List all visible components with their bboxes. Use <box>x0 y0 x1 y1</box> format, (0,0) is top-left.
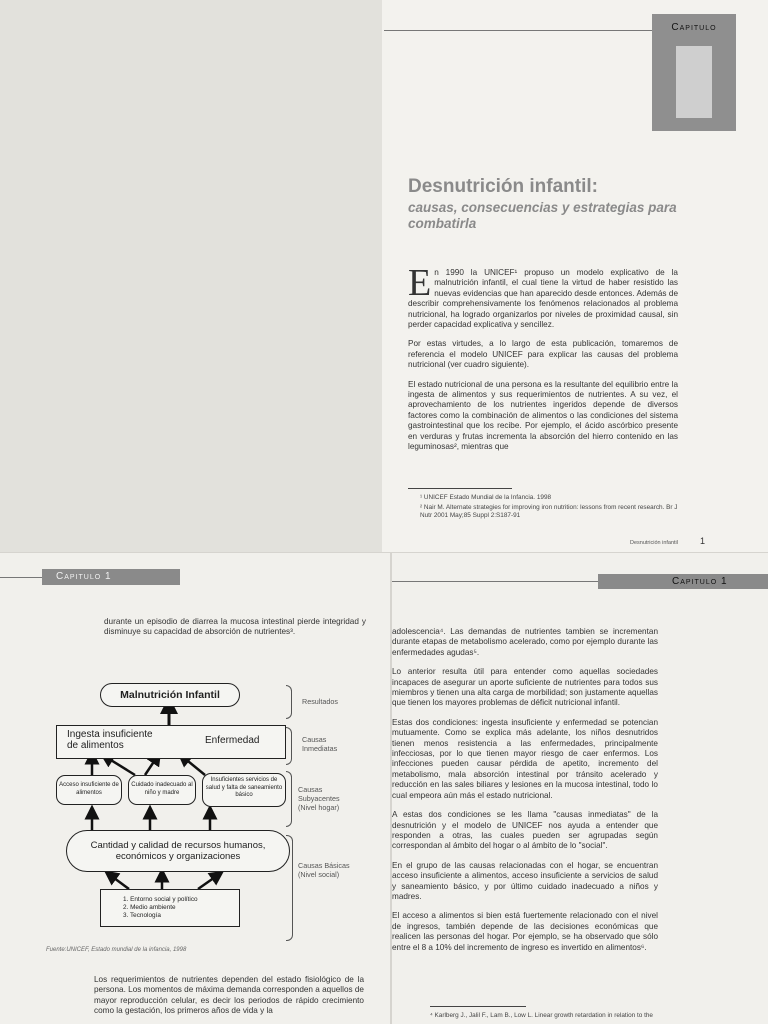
paragraph: En 1990 la UNICEF¹ propuso un modelo explicativo de la malnutrición infantil, el cual tiene la virtud de haber resistido las nuevas evidencias que han aparecido desde entonces. Además de describir comprehensivamente los fenómenos relacionados al problema nutricional, ha logrado organizarlos por niveles de proximidad causal, sin perder capacidad explicativa y sencillez. <box>408 262 678 330</box>
label-resultados: Resultados <box>302 697 338 706</box>
label-ingesta: Ingesta insuficiente de alimentos <box>67 729 153 751</box>
label-basicas: Causas Básicas (Nivel social) <box>298 861 350 879</box>
paragraph: A estas dos condiciones se les llama "causas inmediatas" de la desnutrición y el modelo de UNICEF nos ayuda a entender que responden a otras, las cuales pueden ser agrupadas según correspondan al ámbito del hogar o al ámbito de lo "social". <box>392 810 658 851</box>
header-rule <box>392 581 598 582</box>
diagram-caption: Fuente:UNICEF, Estado mundial de la infancia, 1998 <box>46 947 187 953</box>
label-enfermedad: Enfermedad <box>205 735 260 746</box>
bottom-text: Los requerimientos de nutrientes dependen del estado fisiológico de la persona. Los momentos de máxima demanda corresponden a aquellos de mayor reproducción celular, es decir los periodos de rápido crecimiento como la gestación, los primeros años de vida y la <box>94 975 364 1016</box>
brace <box>286 685 292 719</box>
header-rule <box>384 30 652 31</box>
chapter-number: 1 <box>676 46 712 118</box>
chapter-header <box>598 574 768 589</box>
chapter-header <box>42 569 180 585</box>
label-inmediatas: Causas Inmediatas <box>302 735 338 753</box>
box-acceso-alimentos: Acceso insuficiente de alimentos <box>56 775 122 805</box>
paragraph: El acceso a alimentos si bien está fuertemente relacionado con el nivel de ingresos, también depende de las decisiones económicas que realicen las personas del hogar. Por ejemplo, se ha observado que sólo entre el 8 a 10% del incremento de ingreso es invertido en alimentos⁶. <box>392 911 658 952</box>
brace <box>286 727 292 765</box>
footnote: ² Nair M. Alternate strategies for improving iron nutrition: lessons from recent research. Br J Nutr 2001 May;85 Suppl 2:S187-91 <box>420 504 678 519</box>
right-body-text <box>392 627 658 962</box>
chapter-tab <box>652 14 736 131</box>
chapter-label: Capitulo <box>671 22 717 33</box>
paragraph: Estas dos condiciones: ingesta insuficiente y enfermedad se potencian mutuamente. Como se explica más adelante, los niños desnutridos tienen menos resistencia a las enfermedades, principalmente infecciosas, por lo que tienen mayor riesgo de caer enfermos. Los infecciones pueden causar pérdida de apetito, incremento del metabolismo, mala absorción intestinal por tránsito acelerado y reducción en las sales biliares y lesiones en la mucosa intestinal, todo lo cual empeora aún más el estado nutricional. <box>392 717 658 800</box>
footnote: ⁴ Karlberg J., Jalil F., Lam B., Low L. Linear growth retardation in relation to the <box>430 1012 653 1019</box>
basic-cause: 1. Entorno social y político <box>123 896 198 903</box>
box-cuidado-inadecuado: Cuidado inadecuado al niño y madre <box>128 775 196 805</box>
drop-cap: E <box>408 262 432 304</box>
paragraph: Por estas virtudes, a lo largo de esta publicación, tomaremos de referencia el modelo UNICEF para explicar las causas del problema nutricional (ver cuadro siguiente). <box>408 339 678 370</box>
underlying-causes-group <box>56 767 286 812</box>
bottom-left-page <box>0 553 390 1024</box>
chapter-label: Capitulo 1 <box>672 576 728 587</box>
intro-text: durante un episodio de diarrea la mucosa intestinal pierde integridad y disminuye su capacidad de absorción de nutrientes³. <box>104 617 366 637</box>
brace <box>286 835 293 941</box>
footer-text: Desnutrición infantil <box>630 540 678 546</box>
box-causas-basicas <box>100 889 240 927</box>
footnote: ¹ UNICEF Estado Mundial de la Infancia. 1998 <box>420 494 552 501</box>
box-recursos: Cantidad y calidad de recursos humanos, económicos y organizaciones <box>66 830 290 872</box>
basic-cause: 2. Medio ambiente <box>123 903 176 911</box>
chapter-label: Capitulo 1 <box>56 571 112 582</box>
header-rule <box>0 577 42 578</box>
footnote-rule <box>430 1006 526 1007</box>
bottom-right-page <box>392 553 768 1024</box>
page-subtitle: causas, consecuencias y estrategias para combatirla <box>408 200 677 231</box>
footnotes <box>420 494 690 522</box>
paragraph: Lo anterior resulta útil para entender como aquellas sociedades incapaces de asegurar un aporte suficiente de nutrientes para todos sus miembros y tienen una alta carga de morbilidad; son justamente aquellas que tienen los mayores problemas de déficit nutricional infantil. <box>392 667 658 708</box>
box-malnutricion: Malnutrición Infantil <box>100 683 240 707</box>
paragraph: El estado nutricional de una persona es la resultante del equilibrio entre la ingesta de alimentos y sus requerimientos de nutrientes. A su vez, el aprovechamiento de los nutrientes ingeridos depende de diversos factores como la combinación de alimentos o las condiciones del sistema gastrointestinal que los recibe. Por ejemplo, el ácido ascórbico presente en verduras y frutas incrementa la absorción del hierro contenido en las leguminosas², mientras que <box>408 379 678 452</box>
box-servicios-salud: Insuficientes servicios de salud y falta de saneamiento básico <box>202 773 286 807</box>
box-causas-inmediatas <box>56 725 286 759</box>
blank-left-page <box>0 0 382 552</box>
page-title: Desnutrición infantil: <box>408 176 598 197</box>
brace <box>286 771 292 827</box>
basic-cause: 3. Tecnología <box>123 911 161 919</box>
footnote-rule <box>408 488 512 489</box>
page-number: 1 <box>700 536 706 546</box>
paragraph: adolescencia⁴. Las demandas de nutrientes tambien se incrementan durante etapas de metabolismo acelerado, como por ejemplo durante las enfermedades agudas⁵. <box>392 627 658 657</box>
paragraph: En el grupo de las causas relacionadas con el hogar, se encuentran acceso insuficiente a alimentos, acceso insuficiente a servicios de salud y saneamiento básico, y por último cuidado inadecuado a niños y madres. <box>392 860 658 901</box>
unicef-causal-diagram <box>40 667 375 952</box>
label-subyacentes: Causas Subyacentes (Nivel hogar) <box>298 785 340 812</box>
top-body-text <box>408 262 678 462</box>
